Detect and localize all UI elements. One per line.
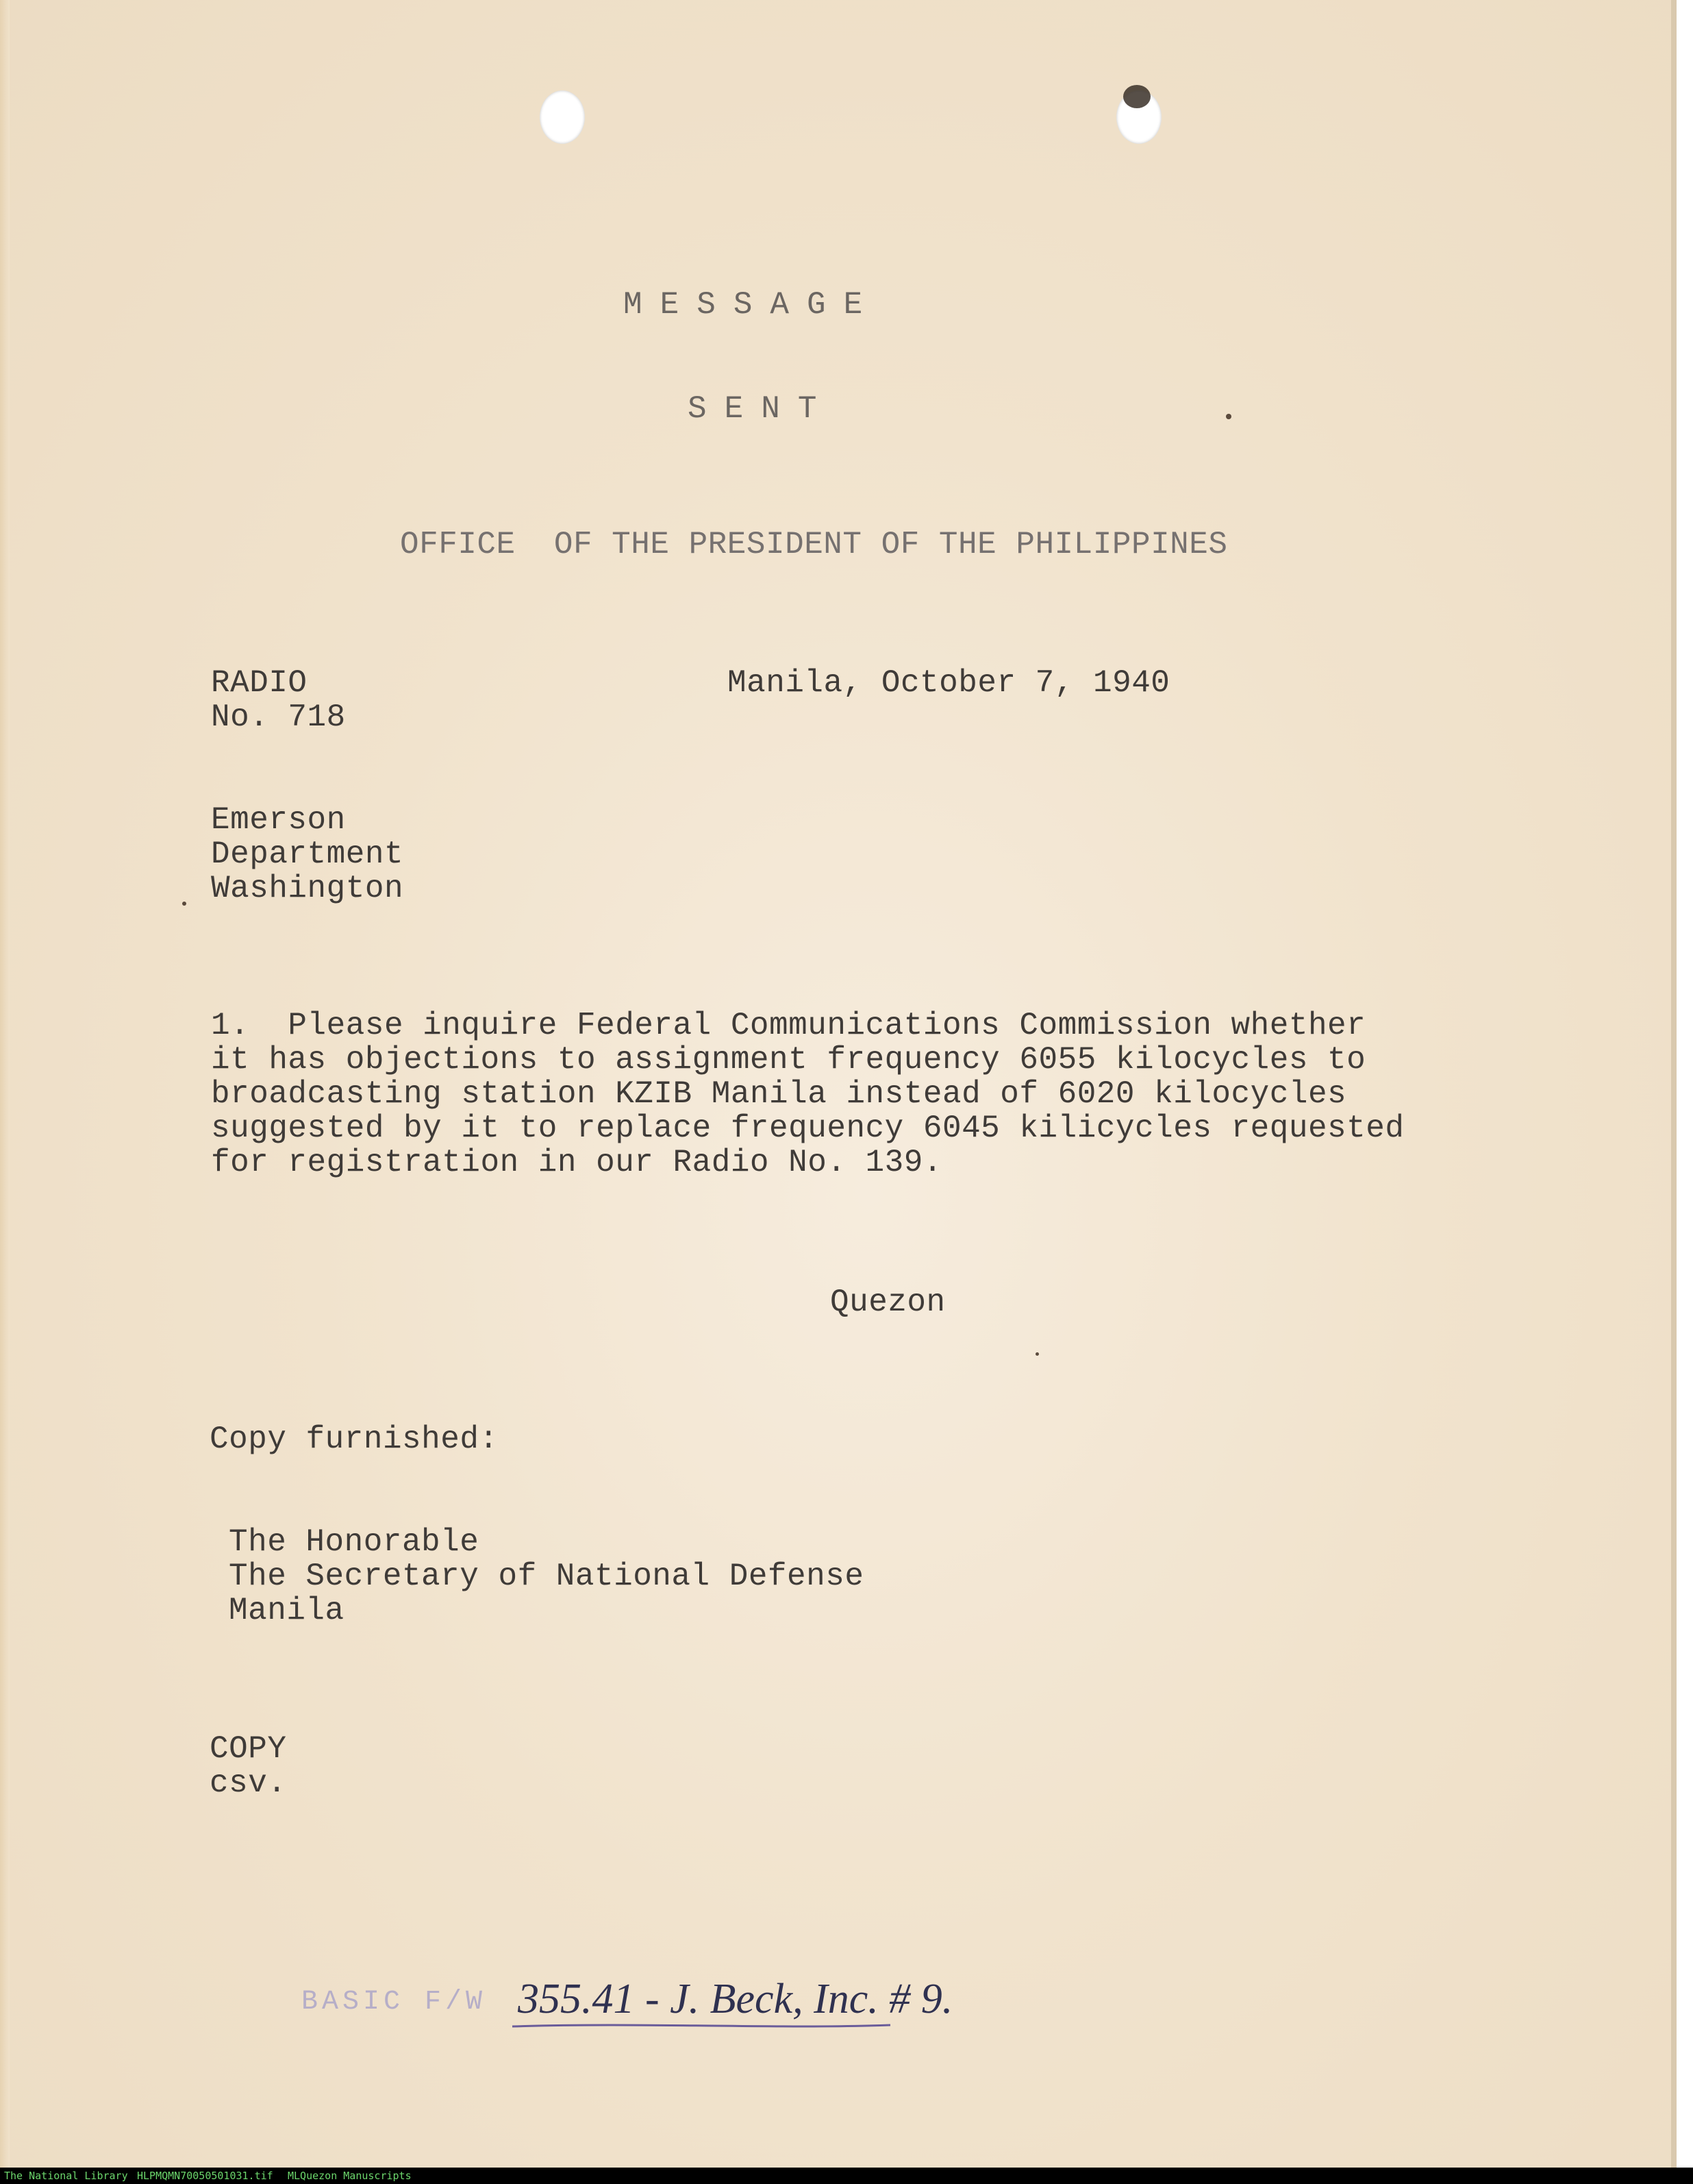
radio-label: RADIO bbox=[211, 665, 308, 701]
heading-message: MESSAGE bbox=[623, 287, 881, 323]
copy-recipient-line: Manila bbox=[229, 1593, 344, 1628]
typist-initials: csv. bbox=[210, 1765, 287, 1801]
punch-hole-right bbox=[1116, 90, 1162, 144]
copy-furnished-label: Copy furnished: bbox=[210, 1422, 499, 1457]
pencil-underline bbox=[512, 2025, 890, 2026]
scan-footer bbox=[0, 2168, 1693, 2184]
file-stamp: BASIC F/W bbox=[301, 1987, 487, 2018]
recipient-line: Department bbox=[211, 836, 404, 872]
body-line: it has objections to assignment frequency 6055 kilocycles to bbox=[211, 1042, 1366, 1078]
recipient-line: Washington bbox=[211, 871, 404, 906]
copy-recipient-line: The Honorable bbox=[229, 1524, 479, 1560]
paper-speck bbox=[1036, 1352, 1039, 1356]
body-line: for registration in our Radio No. 139. bbox=[211, 1145, 942, 1180]
heading-sent: SENT bbox=[688, 391, 835, 427]
file-annotation-text: 355.41 - J. Beck, Inc. # 9. bbox=[518, 1976, 953, 2022]
date-line: Manila, October 7, 1940 bbox=[727, 665, 1170, 701]
paper-speck bbox=[1226, 414, 1231, 419]
radio-number: No. 718 bbox=[211, 699, 346, 735]
paper-speck bbox=[182, 902, 186, 906]
signature-typed: Quezon bbox=[830, 1285, 946, 1320]
body-line: broadcasting station KZIB Manila instead of 6020 kilocycles bbox=[211, 1076, 1347, 1112]
footer-collection: MLQuezon Manuscripts bbox=[288, 2170, 412, 2182]
punch-hole-left bbox=[540, 90, 585, 144]
recipient-line: Emerson bbox=[211, 802, 346, 838]
body-line: 1. Please inquire Federal Communications Commission whether bbox=[211, 1008, 1366, 1043]
body-line: suggested by it to replace frequency 6045 kilicycles requested bbox=[211, 1110, 1405, 1146]
copy-mark: COPY bbox=[210, 1731, 287, 1767]
footer-library: The National Library bbox=[4, 2170, 128, 2182]
footer-file-name: HLPMQMN70050501031.tif bbox=[137, 2170, 273, 2182]
file-annotation bbox=[301, 1973, 1109, 2055]
copy-recipient-line: The Secretary of National Defense bbox=[229, 1559, 864, 1594]
office-line: OFFICE OF THE PRESIDENT OF THE PHILIPPINES bbox=[400, 527, 1228, 562]
page-edge bbox=[0, 0, 10, 2168]
